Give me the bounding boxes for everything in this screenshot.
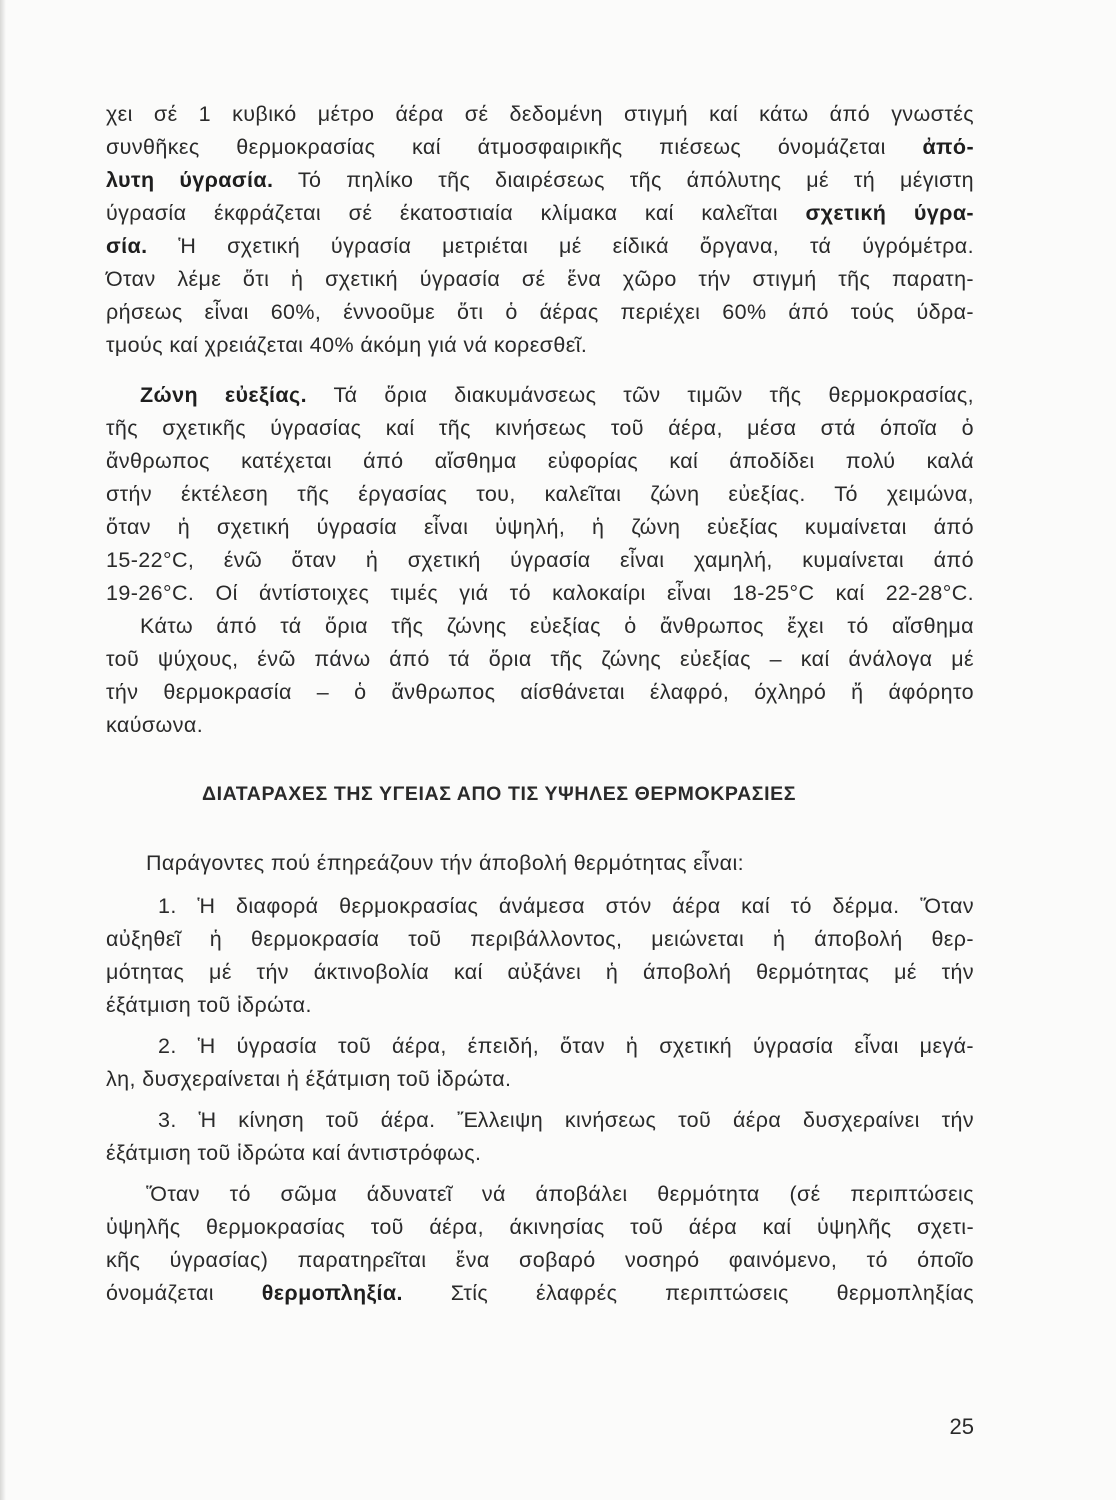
text-line: 1. Ἡ διαφορά θερμοκρασίας άνάμεσα στόν άέρα καί τό δέρμα. Ὅταν: [158, 894, 974, 918]
text-line: τοῦ ψύχους, ένῶ πάνω άπό τά ὅρια τῆς ζώνης εὐεξίας – καί άνάλογα μέ: [106, 647, 974, 671]
text-line: ὑψηλῆς θερμοκρασίας τοῦ άέρα, άκινησίας τοῦ άέρα καί ὑψηλῆς σχετι-: [106, 1215, 974, 1239]
term-relative-humidity: σχετική ύγρα-: [805, 201, 974, 225]
term-heatstroke: θερμοπληξία.: [261, 1281, 403, 1305]
spacer: [106, 1096, 974, 1104]
text-line: ἄνθρωπος κατέχεται άπό αἴσθημα εὐφορίας καί άποδίδει πολύ καλά: [106, 449, 974, 473]
term-relative-humidity-end: σία.: [106, 234, 148, 258]
text-line: χει σέ 1 κυβικό μέτρο άέρα σέ δεδομένη στιγμή καί κάτω άπό γνωστές: [106, 102, 974, 126]
term-comfort-zone: Ζώνη εὐεξίας.: [140, 383, 307, 407]
text-line: 19-26°C. Οί άντίστοιχες τιμές γιά τό καλοκαίρι εἶναι 18-25°C καί 22-28°C.: [106, 581, 974, 605]
text-line: τμούς καί χρειάζεται 40% άκόμη γιά νά κορεσθεῖ.: [106, 333, 588, 357]
text-line: λυτη ύγρασία. Τό πηλίκο τῆς διαιρέσεως τῆς άπόλυτης μέ τή μέγιστη: [106, 168, 974, 192]
text-line: Κάτω άπό τά ὅρια τῆς ζώνης εὐεξίας ὁ ἄνθρωπος ἔχει τό αἴσθημα: [140, 614, 974, 638]
text-line: 15-22°C, ένῶ ὅταν ἡ σχετική ύγρασία εἶναι χαμηλή, κυμαίνεται άπό: [106, 548, 974, 572]
text-line: Ζώνη εὐεξίας. Τά ὅρια διακυμάνσεως τῶν τιμῶν τῆς θερμοκρασίας,: [140, 383, 974, 407]
text-line: Όταν λέμε ὅτι ἡ σχετική ύγρασία σέ ἕνα χῶρο τήν στιγμή τῆς παρατη-: [106, 267, 974, 291]
text-line: κῆς ύγρασίας) παρατηρεῖται ἕνα σοβαρό νοσηρό φαινόμενο, τό όποῖο: [106, 1248, 974, 1272]
paragraph-absolute-humidity: [106, 98, 974, 362]
paragraph-cold-heat: [106, 610, 974, 742]
text-line: λη, δυσχεραίνεται ἡ έξάτμιση τοῦ ἱδρώτα.: [106, 1067, 512, 1091]
text-line: ρήσεως εἶναι 60%, έννοοῦμε ὅτι ὁ άέρας περιέχει 60% άπό τούς ύδρα-: [106, 300, 974, 324]
text-line: μότητας μέ τήν άκτινοβολία καί αὐξάνει ἡ άποβολή θερμότητας μέ τήν: [106, 960, 974, 984]
text-line: στήν έκτέλεση τῆς έργασίας του, καλεῖται ζώνη εὐεξίας. Τό χειμώνα,: [106, 482, 974, 506]
text-line: σία. Ἡ σχετική ύγρασία μετριέται μέ είδικά ὄργανα, τά ύγρόμέτρα.: [106, 234, 974, 258]
paragraph-heatstroke: [106, 1178, 974, 1310]
factor-item: [106, 1030, 974, 1096]
text-line: 2. Ἡ ύγρασία τοῦ άέρα, έπειδή, ὅταν ἡ σχετική ύγρασία εἶναι μεγά-: [158, 1034, 974, 1058]
text-line: αὐξηθεῖ ἡ θερμοκρασία τοῦ περιβάλλοντος, μειώνεται ἡ άποβολή θερ-: [106, 927, 974, 951]
factors-intro: Παράγοντες πού έπηρεάζουν τήν άποβολή θερμότητας εἶναι:: [146, 851, 744, 875]
spacer: [106, 1022, 974, 1030]
factor-item: [106, 890, 974, 1022]
term-absolute-humidity: λυτη ύγρασία.: [106, 168, 274, 192]
text-line: τῆς σχετικῆς ύγρασίας καί τῆς κινήσεως τοῦ άέρα, μέσα στά όποῖα ὁ: [106, 416, 974, 440]
text-line: ύγρασία έκφράζεται σέ έκατοστιαία κλίμακα καί καλεῖται σχετική ύγρα-: [106, 201, 974, 225]
text-line: Ὅταν τό σῶμα άδυνατεῖ νά άποβάλει θερμότητα (σέ περιπτώσεις: [146, 1182, 974, 1206]
section-heading: ΔΙΑΤΑΡΑΧΕΣ ΤΗΣ ΥΓΕΙΑΣ ΑΠΟ ΤΙΣ ΥΨΗΛΕΣ ΘΕΡΜΟΚΡΑΣΙΕΣ: [202, 783, 796, 805]
spacer: [106, 811, 974, 847]
spacer: [106, 880, 974, 890]
text-line: τήν θερμοκρασία – ὁ ἄνθρωπος αίσθάνεται έλαφρό, όχληρό ἤ άφόρητο: [106, 680, 974, 704]
spacer: [106, 362, 974, 379]
spacer: [106, 742, 974, 778]
text-line: έξάτμιση τοῦ ἱδρώτα.: [106, 993, 312, 1017]
paragraph-comfort-zone: [106, 379, 974, 610]
factor-item: [106, 1104, 974, 1170]
spacer: [106, 1170, 974, 1178]
text-line: έξάτμιση τοῦ ἱδρώτα καί άντιστρόφως.: [106, 1141, 482, 1165]
text-line: 3. Ἡ κίνηση τοῦ άέρα. Ἔλλειψη κινήσεως τοῦ άέρα δυσχεραίνει τήν: [158, 1108, 974, 1132]
page-edge-shadow: [0, 0, 6, 1500]
text-line: καύσωνα.: [106, 713, 204, 737]
page-body: [106, 98, 974, 1310]
term-absolute-start: ἀπό-: [922, 135, 975, 159]
page-number: 25: [949, 1414, 974, 1439]
text-line: ὅταν ἡ σχετική ύγρασία εἶναι ὑψηλή, ἡ ζώνη εὐεξίας κυμαίνεται άπό: [106, 515, 974, 539]
text-line: όνομάζεται θερμοπληξία. Στίς έλαφρές περιπτώσεις θερμοπληξίας: [106, 1281, 974, 1305]
text-line: συνθῆκες θερμοκρασίας καί άτμοσφαιρικῆς πιέσεως όνομάζεται ἀπό-: [106, 135, 975, 159]
